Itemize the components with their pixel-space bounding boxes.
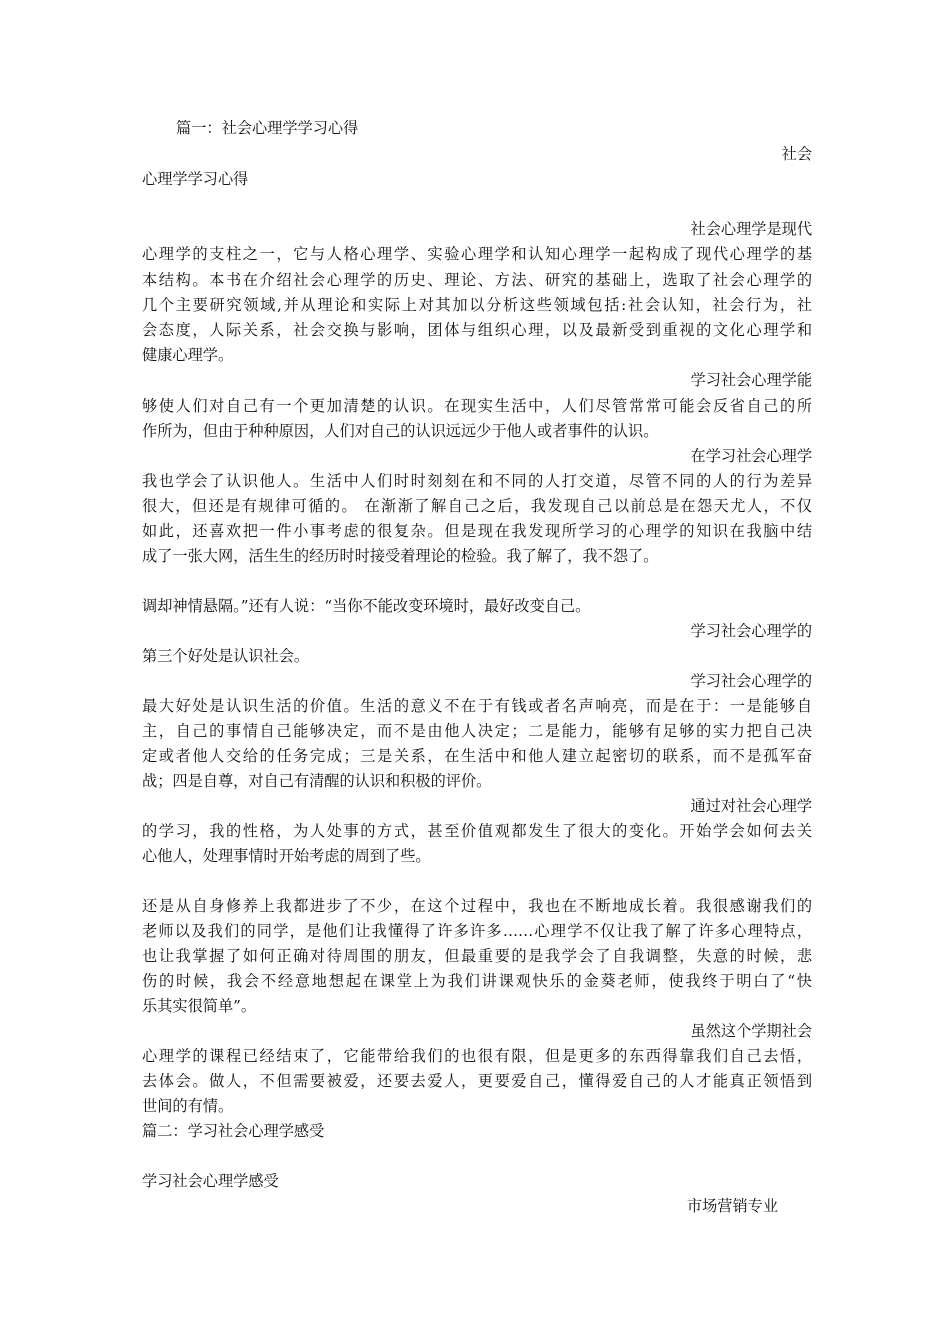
paragraph-lead: 学习社会心理学的 <box>690 622 812 640</box>
paragraph-line: 老师以及我们的同学，是他们让我懂得了许多许多……心理学不仅让我了解了许多心理特点， <box>142 922 812 940</box>
paragraph-line: 我也学会了认识他人。生活中人们时时刻刻在和不同的人打交道，尽管不同的人的行为差异 <box>142 472 812 490</box>
section-title: 学习社会心理学感受 <box>142 1172 279 1190</box>
paragraph-line: 健康心理学。 <box>142 346 234 364</box>
paragraph-line: 几个主要研究领域,并从理论和实际上对其加以分析这些领域包括:社会认知，社会行为，社 <box>142 296 812 314</box>
paragraph-lead: 社会心理学是现代 <box>690 220 812 238</box>
paragraph-line: 成了一张大网，活生生的经历时时接受着理论的检验。我了解了，我不怨了。 <box>142 547 659 565</box>
author-major: 市场营销专业 <box>686 1197 778 1215</box>
paragraph-line: 心理学的支柱之一，它与人格心理学、实验心理学和认知心理学一起构成了现代心理学的基 <box>142 245 812 263</box>
paragraph-line: 世间的有情。 <box>142 1097 234 1115</box>
paragraph-line: 最大好处是认识生活的价值。生活的意义不在于有钱或者名声响亮，而是在于：一是能够自 <box>142 697 812 715</box>
paragraph-line: 如此，还喜欢把一件小事考虑的很复杂。但是现在我发现所学习的心理学的知识在我脑中结 <box>142 522 812 540</box>
paragraph-lead: 在学习社会心理学 <box>690 447 812 465</box>
paragraph-lead: 学习社会心理学能 <box>690 371 812 389</box>
paragraph-line: 很大，但还是有规律可循的。 在渐渐了解自己之后，我发现自己以前总是在怨天尤人，不仅 <box>142 497 812 515</box>
paragraph-line: 心他人，处理事情时开始考虑的周到了些。 <box>142 847 431 865</box>
heading-line: 社会 <box>781 145 812 163</box>
paragraph-line: 伤的时候，我会不经意地想起在课堂上为我们讲课观快乐的金葵老师，使我终于明白了“快 <box>142 972 812 990</box>
section-heading-1: 篇一：社会心理学学习心得 <box>176 119 359 137</box>
paragraph-line: 的学习，我的性格，为人处事的方式，甚至价值观都发生了很大的变化。开始学会如何去关 <box>142 822 812 840</box>
paragraph-line: 还是从自身修养上我都进步了不少，在这个过程中，我也在不断地成长着。我很感谢我们的 <box>142 897 812 915</box>
paragraph-line: 够使人们对自己有一个更加清楚的认识。在现实生活中，人们尽管常常可能会反省自己的所 <box>142 397 812 415</box>
paragraph-lead: 通过对社会心理学 <box>690 797 812 815</box>
paragraph-line: 心理学的课程已经结束了，它能带给我们的也很有限，但是更多的东西得靠我们自己去悟， <box>142 1047 812 1065</box>
paragraph-line: 去体会。做人，不但需要被爱，还要去爱人，更要爱自己，懂得爱自己的人才能真正领悟到 <box>142 1072 812 1090</box>
paragraph-line: 第三个好处是认识社会。 <box>142 647 310 665</box>
heading-line: 心理学学习心得 <box>142 170 249 188</box>
paragraph-line: 乐其实很简单”。 <box>142 997 257 1015</box>
paragraph-lead: 虽然这个学期社会 <box>690 1022 812 1040</box>
paragraph-line: 战；四是自尊，对自己有清醒的认识和积极的评价。 <box>142 772 492 790</box>
paragraph-line: 也让我掌握了如何正确对待周围的朋友，但最重要的是我学会了自我调整，失意的时候，悲 <box>142 947 812 965</box>
paragraph-line: 定或者他人交给的任务完成；三是关系，在生活中和他人建立起密切的联系，而不是孤军奋 <box>142 747 812 765</box>
paragraph-lead: 学习社会心理学的 <box>690 672 812 690</box>
section-heading-2: 篇二：学习社会心理学感受 <box>142 1122 325 1140</box>
paragraph-line: 会态度，人际关系，社会交换与影响，团体与组织心理，以及最新受到重视的文化心理学和 <box>142 321 812 339</box>
paragraph-line: 本结构。本书在介绍社会心理学的历史、理论、方法、研究的基础上，选取了社会心理学的 <box>142 271 812 289</box>
paragraph-line: 调却神情悬隔。”还有人说：“当你不能改变环境时，最好改变自己。 <box>142 597 591 615</box>
paragraph-line: 作所为，但由于种种原因，人们对自己的认识远远少于他人或者事件的认识。 <box>142 422 659 440</box>
paragraph-line: 主，自己的事情自己能够决定，而不是由他人决定；二是能力，能够有足够的实力把自己决 <box>142 722 812 740</box>
